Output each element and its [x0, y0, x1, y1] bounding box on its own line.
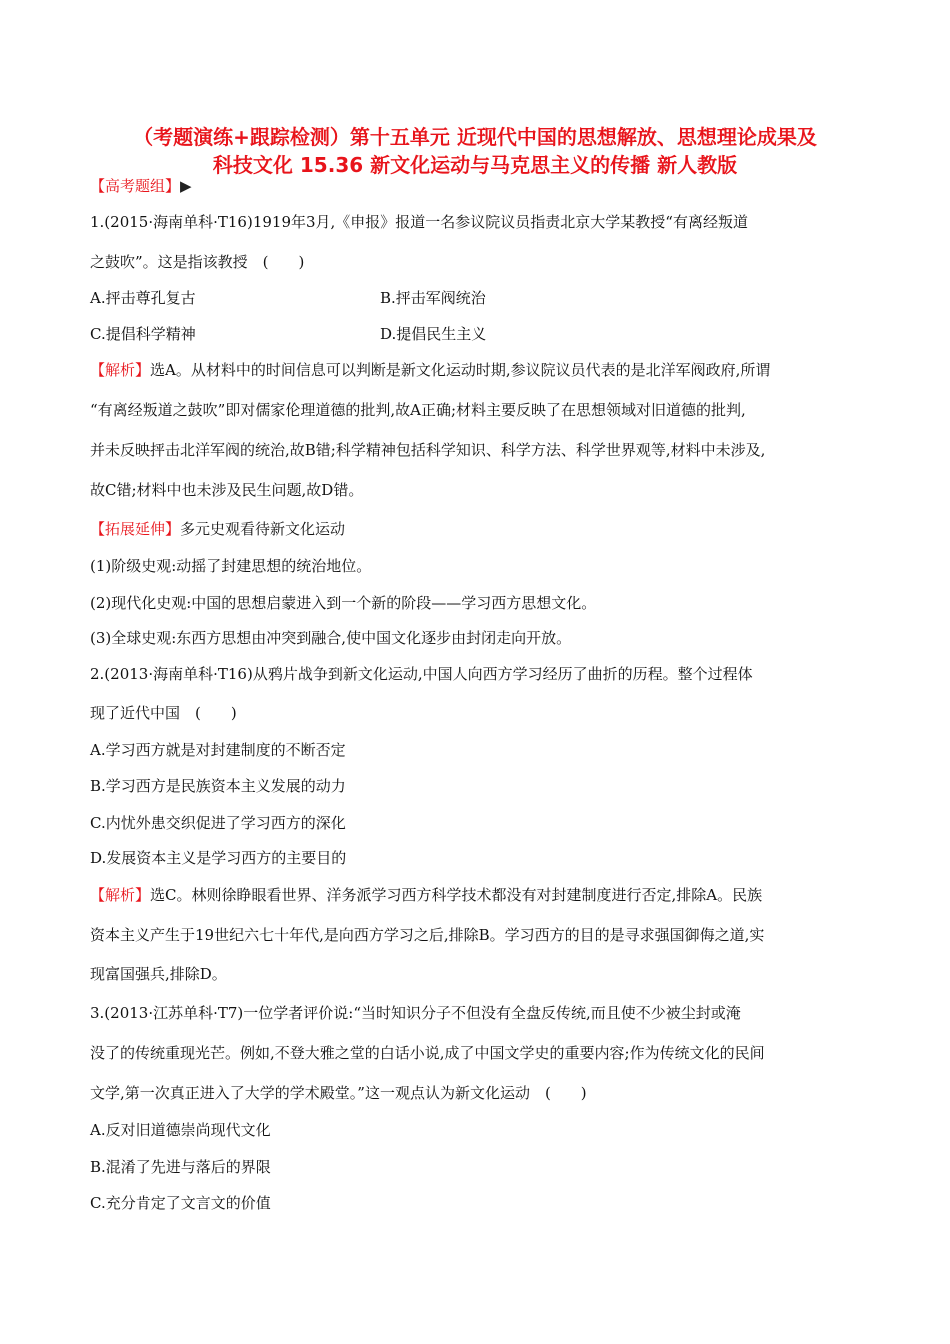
q2-analysis-line-1: 【解析】选C。林则徐睁眼看世界、洋务派学习西方科学技术都没有对封建制度进行否定,排除A。民族: [90, 886, 763, 904]
q1-extension-tag: 【拓展延伸】: [90, 520, 181, 538]
q1-stem-line-1: 1.(2015·海南单科·T16)1919年3月,《申报》报道一名参议院议员指责北京大学某教授“有离经叛道: [90, 213, 748, 231]
q2-analysis-line-2: 资本主义产生于19世纪六七十年代,是向西方学习之后,排除B。学习西方的目的是寻求强国御侮之道,实: [90, 926, 765, 944]
q1-option-c: C.提倡科学精神: [90, 325, 196, 343]
section-heading: [90, 176, 192, 196]
title-line-1: （考题演练+跟踪检测）第十五单元 近现代中国的思想解放、思想理论成果及: [133, 125, 817, 149]
q2-stem-line-2: 现了近代中国 ( ): [90, 704, 237, 722]
q1-analysis-line-3: 并未反映抨击北洋军阀的统治,故B错;科学精神包括科学知识、科学方法、科学世界观等,材料中未涉及,: [90, 441, 766, 459]
title-line-2: 科技文化 15.36 新文化运动与马克思主义的传播 新人教版: [212, 153, 738, 177]
play-arrow-icon: ▶: [180, 177, 192, 195]
q3-stem-line-2: 没了的传统重现光芒。例如,不登大雅之堂的白话小说,成了中国文学史的重要内容;作为传统文化的民间: [90, 1044, 765, 1062]
q1-analysis-tag: 【解析】: [90, 361, 151, 379]
q1-analysis-line-1: 【解析】选A。从材料中的时间信息可以判断是新文化运动时期,参议院议员代表的是北洋军阀政府,所谓: [90, 361, 771, 379]
q2-option-c: C.内忧外患交织促进了学习西方的深化: [90, 814, 346, 832]
q3-option-c: C.充分肯定了文言文的价值: [90, 1194, 271, 1212]
q2-analysis-tag: 【解析】: [90, 886, 151, 904]
q1-options-row-1: [90, 288, 860, 308]
q2-analysis-line-3: 现富国强兵,排除D。: [90, 965, 227, 983]
q3-stem-line-1: 3.(2013·江苏单科·T7)一位学者评价说:“当时知识分子不但没有全盘反传统,而且使不少被尘封或淹: [90, 1004, 741, 1022]
q3-option-a: A.反对旧道德崇尚现代文化: [90, 1121, 271, 1139]
q2-option-a: A.学习西方就是对封建制度的不断否定: [90, 741, 346, 759]
q3-option-b: B.混淆了先进与落后的界限: [90, 1158, 271, 1176]
q1-option-b: B.抨击军阀统治: [380, 289, 486, 307]
q1-extension-item-1: (1)阶级史观:动摇了封建思想的统治地位。: [90, 557, 372, 575]
q1-stem-line-2: 之鼓吹”。这是指该教授 ( ): [90, 253, 305, 271]
document-title: [90, 123, 860, 179]
q1-extension-item-3: (3)全球史观:东西方思想由冲突到融合,使中国文化逐步由封闭走向开放。: [90, 629, 572, 647]
q2-option-d: D.发展资本主义是学习西方的主要目的: [90, 849, 347, 867]
section-tag: 【高考题组】: [90, 177, 181, 195]
q1-extension-heading: 【拓展延伸】多元史观看待新文化运动: [90, 520, 346, 538]
q3-stem-line-3: 文学,第一次真正进入了大学的学术殿堂。”这一观点认为新文化运动 ( ): [90, 1084, 587, 1102]
q1-extension-item-2: (2)现代化史观:中国的思想启蒙进入到一个新的阶段——学习西方思想文化。: [90, 594, 597, 612]
q2-option-b: B.学习西方是民族资本主义发展的动力: [90, 777, 346, 795]
q2-stem-line-1: 2.(2013·海南单科·T16)从鸦片战争到新文化运动,中国人向西方学习经历了曲折的历程。整个过程体: [90, 665, 753, 683]
q1-analysis-line-4: 故C错;材料中也未涉及民生问题,故D错。: [90, 481, 364, 499]
q1-option-a: A.抨击尊孔复古: [90, 289, 196, 307]
q1-analysis-line-2: “有离经叛道之鼓吹”即对儒家伦理道德的批判,故A正确;材料主要反映了在思想领域对旧道德的批判,: [90, 401, 746, 419]
q1-option-d: D.提倡民生主义: [380, 325, 487, 343]
q1-options-row-2: [90, 324, 860, 344]
